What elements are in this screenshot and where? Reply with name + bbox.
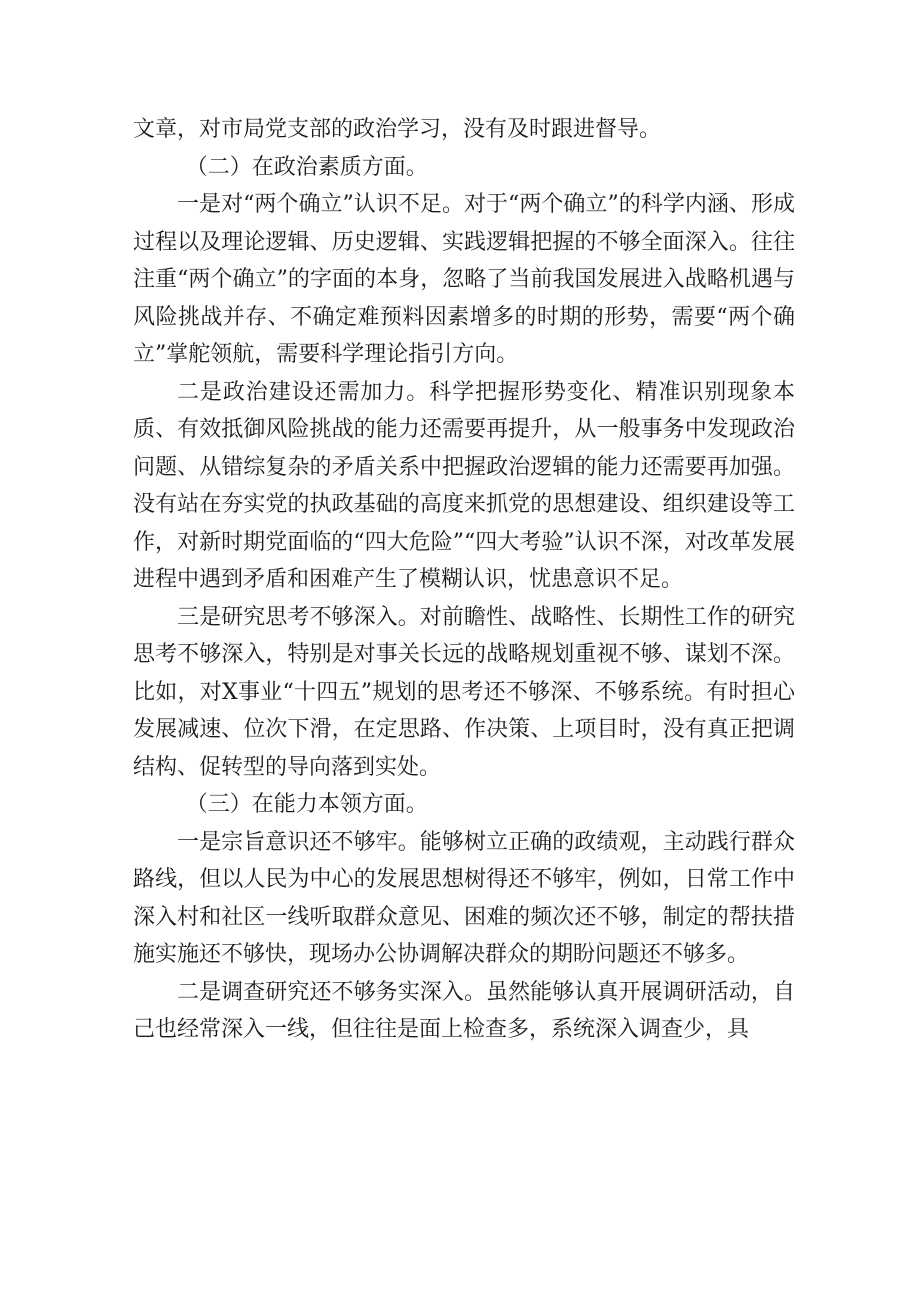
paragraph-purpose-awareness: 一是宗旨意识还不够牢。能够树立正确的政绩观，主动践行群众路线，但以人民为中心的发展思想树得还不够牢，例如，日常工作中深入村和社区一线听取群众意见、困难的频次还不够，制定的帮扶措施实施还不够快，现场办公协调解决群众的期盼问题还不够多。 bbox=[133, 829, 795, 967]
paragraph-two-establishments: 一是对“两个确立”认识不足。对于“两个确立”的科学内涵、形成过程以及理论逻辑、历史逻辑、实践逻辑把握的不够全面深入。往往注重“两个确立”的字面的本身，忽略了当前我国发展进入战略机遇与风险挑战并存、不确定难预料因素增多的时期的形势，需要“两个确立”掌舵领航，需要科学理论指引方向。 bbox=[133, 192, 795, 367]
paragraph-research-thinking: 三是研究思考不够深入。对前瞻性、战略性、长期性工作的研究思考不够深入，特别是对事关长远的战略规划重视不够、谋划不深。比如，对X事业“十四五”规划的思考还不够深、不够系统。有时担心发展减速、位次下滑，在定思路、作决策、上项目时，没有真正把调结构、促转型的导向落到实处。 bbox=[133, 604, 795, 780]
paragraph-investigation-research: 二是调查研究还不够务实深入。虽然能够认真开展调研活动，自己也经常深入一线，但往往是面上检查多，系统深入调查少，具 bbox=[133, 979, 795, 1042]
document-body bbox=[133, 111, 795, 1049]
paragraph-political-construction: 二是政治建设还需加力。科学把握形势变化、精准识别现象本质、有效抵御风险挑战的能力还需要再提升，从一般事务中发现政治问题、从错综复杂的矛盾关系中把握政治逻辑的能力还需要再加强。没有站在夯实党的执政基础的高度来抓党的思想建设、组织建设等工作，对新时期党面临的“四大危险”“四大考验”认识不深，对改革发展进程中遇到矛盾和困难产生了模糊认识，忧患意识不足。 bbox=[133, 379, 795, 592]
paragraph-continuation: 文章，对市局党支部的政治学习，没有及时跟进督导。 bbox=[133, 117, 662, 142]
section-heading-political-quality: （二）在政治素质方面。 bbox=[185, 154, 428, 180]
section-heading-ability: （三）在能力本领方面。 bbox=[185, 792, 428, 817]
